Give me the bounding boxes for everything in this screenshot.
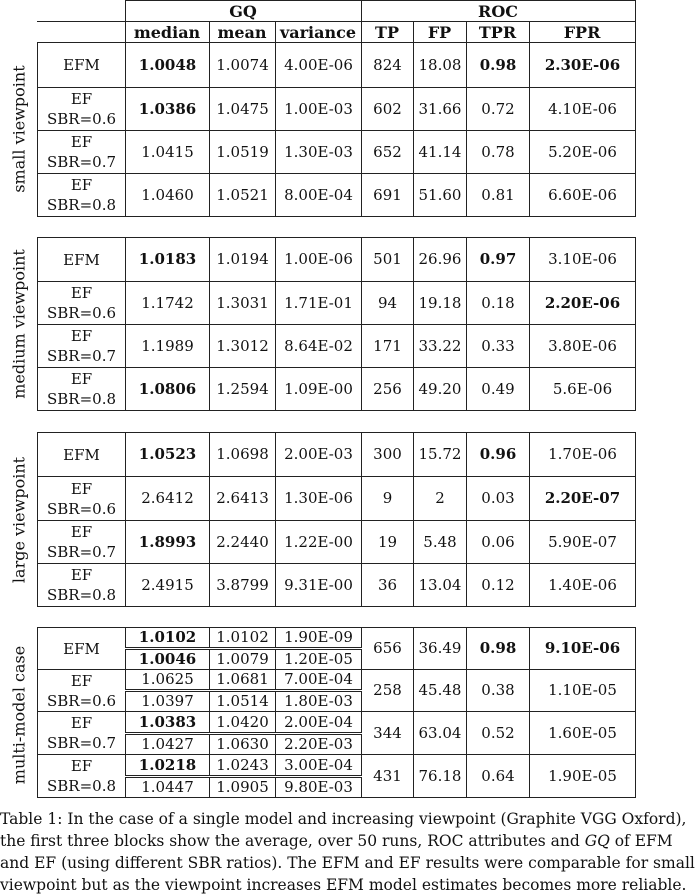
table-row (38, 43, 636, 88)
cell-variance: 8.64E-02 (276, 325, 362, 368)
cell-tpr: 0.96 (467, 433, 530, 477)
cell-tp: 94 (362, 282, 414, 325)
cell-variance: 1.71E-01 (276, 282, 362, 325)
cell-mean: 1.0420 (210, 712, 276, 734)
header-fp: FP (413, 22, 466, 43)
cell-mean: 1.0630 (210, 734, 276, 755)
table-row (38, 131, 636, 174)
cell-fp: 18.08 (414, 43, 467, 88)
cell-median: 2.4915 (126, 564, 210, 607)
table-header (37, 0, 635, 43)
cell-mean: 1.0475 (210, 88, 276, 131)
cell-tp: 9 (362, 477, 414, 521)
block-medium-viewpoint (37, 237, 635, 411)
table-row (38, 325, 636, 368)
cell-mean: 1.0681 (210, 670, 276, 691)
cell-mean: 1.0514 (210, 691, 276, 712)
cell-fp: 45.48 (414, 670, 467, 712)
cell-tpr: 0.06 (467, 521, 530, 564)
cell-median: 1.0048 (126, 43, 210, 88)
cell-tp: 602 (362, 88, 414, 131)
cell-tp: 656 (362, 628, 414, 670)
cell-mean: 1.0519 (210, 131, 276, 174)
block-multi-model (37, 627, 635, 798)
cell-fpr: 5.20E-06 (530, 131, 636, 174)
cell-variance: 9.80E-03 (276, 777, 362, 798)
cell-variance: 1.80E-03 (276, 691, 362, 712)
table-row (38, 521, 636, 564)
block-small-viewpoint (37, 42, 635, 217)
cell-mean: 1.0194 (210, 238, 276, 282)
cell-fp: 49.20 (414, 368, 467, 411)
cell-tpr: 0.12 (467, 564, 530, 607)
table-row (38, 477, 636, 521)
cell-variance: 1.00E-03 (276, 88, 362, 131)
cell-median: 1.0806 (126, 368, 210, 411)
header-gq: GQ (125, 1, 361, 22)
cell-variance: 2.00E-04 (276, 712, 362, 734)
cell-fpr: 1.90E-05 (530, 755, 636, 798)
cell-tpr: 0.03 (467, 477, 530, 521)
method-label: EF SBR=0.8 (38, 564, 126, 607)
cell-fp: 63.04 (414, 712, 467, 755)
cell-tpr: 0.64 (467, 755, 530, 798)
cell-tp: 171 (362, 325, 414, 368)
cell-fp: 33.22 (414, 325, 467, 368)
method-label: EFM (38, 433, 126, 477)
cell-tpr: 0.38 (467, 670, 530, 712)
cell-median: 1.0102 (126, 628, 210, 649)
cell-tp: 36 (362, 564, 414, 607)
block-label-medium: medium viewpoint (9, 248, 28, 399)
header-tp: TP (361, 22, 413, 43)
cell-variance: 4.00E-06 (276, 43, 362, 88)
cell-mean: 1.0905 (210, 777, 276, 798)
cell-median: 1.0397 (126, 691, 210, 712)
cell-mean: 1.0102 (210, 628, 276, 649)
cell-fpr: 3.10E-06 (530, 238, 636, 282)
cell-fp: 15.72 (414, 433, 467, 477)
cell-variance: 2.00E-03 (276, 433, 362, 477)
cell-fpr: 5.90E-07 (530, 521, 636, 564)
cell-variance: 7.00E-04 (276, 670, 362, 691)
table-row (38, 755, 636, 777)
cell-fp: 51.60 (414, 174, 467, 217)
table-row (38, 564, 636, 607)
cell-fp: 41.14 (414, 131, 467, 174)
cell-variance: 8.00E-04 (276, 174, 362, 217)
cell-tpr: 0.97 (467, 238, 530, 282)
cell-tpr: 0.98 (467, 43, 530, 88)
block-large-viewpoint (37, 432, 635, 607)
cell-tpr: 0.98 (467, 628, 530, 670)
cell-fpr: 9.10E-06 (530, 628, 636, 670)
table-row (38, 712, 636, 734)
method-label: EF SBR=0.6 (38, 670, 126, 712)
cell-median: 1.0447 (126, 777, 210, 798)
cell-mean: 1.2594 (210, 368, 276, 411)
cell-fpr: 1.60E-05 (530, 712, 636, 755)
cell-fp: 5.48 (414, 521, 467, 564)
method-label: EFM (38, 628, 126, 670)
cell-tp: 501 (362, 238, 414, 282)
caption-line: Table 1: In the case of a single model and increasing viewpoint (Graphite VGG Oxford), (0, 810, 687, 828)
cell-tpr: 0.33 (467, 325, 530, 368)
method-label: EF SBR=0.6 (38, 88, 126, 131)
cell-fpr: 2.20E-07 (530, 477, 636, 521)
header-roc: ROC (361, 1, 635, 22)
cell-mean: 2.6413 (210, 477, 276, 521)
cell-fpr: 2.30E-06 (530, 43, 636, 88)
cell-mean: 1.0521 (210, 174, 276, 217)
cell-median: 1.0218 (126, 755, 210, 777)
cell-fpr: 5.6E-06 (530, 368, 636, 411)
cell-fp: 13.04 (414, 564, 467, 607)
cell-fpr: 1.10E-05 (530, 670, 636, 712)
cell-fpr: 6.60E-06 (530, 174, 636, 217)
cell-median: 1.0460 (126, 174, 210, 217)
cell-variance: 1.00E-06 (276, 238, 362, 282)
header-fpr: FPR (529, 22, 635, 43)
block-label-large: large viewpoint (9, 456, 28, 583)
method-label: EFM (38, 43, 126, 88)
cell-mean: 1.3031 (210, 282, 276, 325)
cell-median: 1.8993 (126, 521, 210, 564)
cell-tp: 256 (362, 368, 414, 411)
cell-tp: 19 (362, 521, 414, 564)
table-row (38, 628, 636, 649)
cell-tpr: 0.78 (467, 131, 530, 174)
cell-fp: 2 (414, 477, 467, 521)
cell-tp: 258 (362, 670, 414, 712)
table-row (38, 433, 636, 477)
cell-median: 1.0183 (126, 238, 210, 282)
cell-median: 1.0427 (126, 734, 210, 755)
method-label: EF SBR=0.8 (38, 368, 126, 411)
cell-tpr: 0.81 (467, 174, 530, 217)
method-label: EF SBR=0.7 (38, 325, 126, 368)
cell-tp: 652 (362, 131, 414, 174)
block-label-multi: multi-model case (9, 645, 28, 784)
table-row (38, 174, 636, 217)
cell-tp: 691 (362, 174, 414, 217)
cell-fp: 19.18 (414, 282, 467, 325)
cell-mean: 2.2440 (210, 521, 276, 564)
cell-variance: 1.22E-00 (276, 521, 362, 564)
cell-variance: 2.20E-03 (276, 734, 362, 755)
cell-median: 1.1989 (126, 325, 210, 368)
method-label: EF SBR=0.7 (38, 131, 126, 174)
cell-median: 1.0383 (126, 712, 210, 734)
cell-fpr: 1.40E-06 (530, 564, 636, 607)
cell-variance: 3.00E-04 (276, 755, 362, 777)
table-row (38, 282, 636, 325)
header-median: median (125, 22, 209, 43)
cell-tp: 431 (362, 755, 414, 798)
caption-line: the first three blocks show the average, over 50 runs, ROC attributes and GQ of EFM (0, 832, 673, 850)
cell-fpr: 2.20E-06 (530, 282, 636, 325)
cell-median: 2.6412 (126, 477, 210, 521)
cell-fp: 26.96 (414, 238, 467, 282)
cell-fpr: 3.80E-06 (530, 325, 636, 368)
method-label: EF SBR=0.8 (38, 755, 126, 798)
cell-variance: 1.20E-05 (276, 649, 362, 670)
cell-median: 1.0386 (126, 88, 210, 131)
cell-mean: 1.0074 (210, 43, 276, 88)
cell-variance: 1.30E-03 (276, 131, 362, 174)
cell-variance: 9.31E-00 (276, 564, 362, 607)
cell-fpr: 1.70E-06 (530, 433, 636, 477)
cell-variance: 1.09E-00 (276, 368, 362, 411)
cell-tp: 300 (362, 433, 414, 477)
cell-median: 1.1742 (126, 282, 210, 325)
cell-tpr: 0.72 (467, 88, 530, 131)
method-label: EF SBR=0.8 (38, 174, 126, 217)
block-label-small: small viewpoint (9, 65, 28, 193)
cell-tpr: 0.52 (467, 712, 530, 755)
method-label: EF SBR=0.6 (38, 282, 126, 325)
table-row (38, 238, 636, 282)
table-caption (0, 808, 695, 896)
cell-mean: 1.3012 (210, 325, 276, 368)
caption-line: viewpoint but as the viewpoint increases EFM model estimates becomes more reliable. (0, 876, 687, 894)
cell-tpr: 0.49 (467, 368, 530, 411)
cell-mean: 1.0243 (210, 755, 276, 777)
cell-fpr: 4.10E-06 (530, 88, 636, 131)
method-label: EFM (38, 238, 126, 282)
method-label: EF SBR=0.7 (38, 521, 126, 564)
method-label: EF SBR=0.7 (38, 712, 126, 755)
table-row (38, 88, 636, 131)
cell-median: 1.0046 (126, 649, 210, 670)
table-row (38, 368, 636, 411)
cell-median: 1.0415 (126, 131, 210, 174)
cell-variance: 1.30E-06 (276, 477, 362, 521)
cell-fp: 31.66 (414, 88, 467, 131)
header-variance: variance (275, 22, 361, 43)
cell-fp: 36.49 (414, 628, 467, 670)
method-label: EF SBR=0.6 (38, 477, 126, 521)
cell-tpr: 0.18 (467, 282, 530, 325)
cell-mean: 3.8799 (210, 564, 276, 607)
cell-fp: 76.18 (414, 755, 467, 798)
caption-line: and EF (using different SBR ratios). The EFM and EF results were comparable for small (0, 854, 695, 872)
table-row (38, 670, 636, 691)
header-tpr: TPR (466, 22, 529, 43)
cell-median: 1.0523 (126, 433, 210, 477)
cell-tp: 344 (362, 712, 414, 755)
cell-variance: 1.90E-09 (276, 628, 362, 649)
cell-mean: 1.0698 (210, 433, 276, 477)
header-mean: mean (209, 22, 275, 43)
cell-tp: 824 (362, 43, 414, 88)
cell-mean: 1.0079 (210, 649, 276, 670)
cell-median: 1.0625 (126, 670, 210, 691)
